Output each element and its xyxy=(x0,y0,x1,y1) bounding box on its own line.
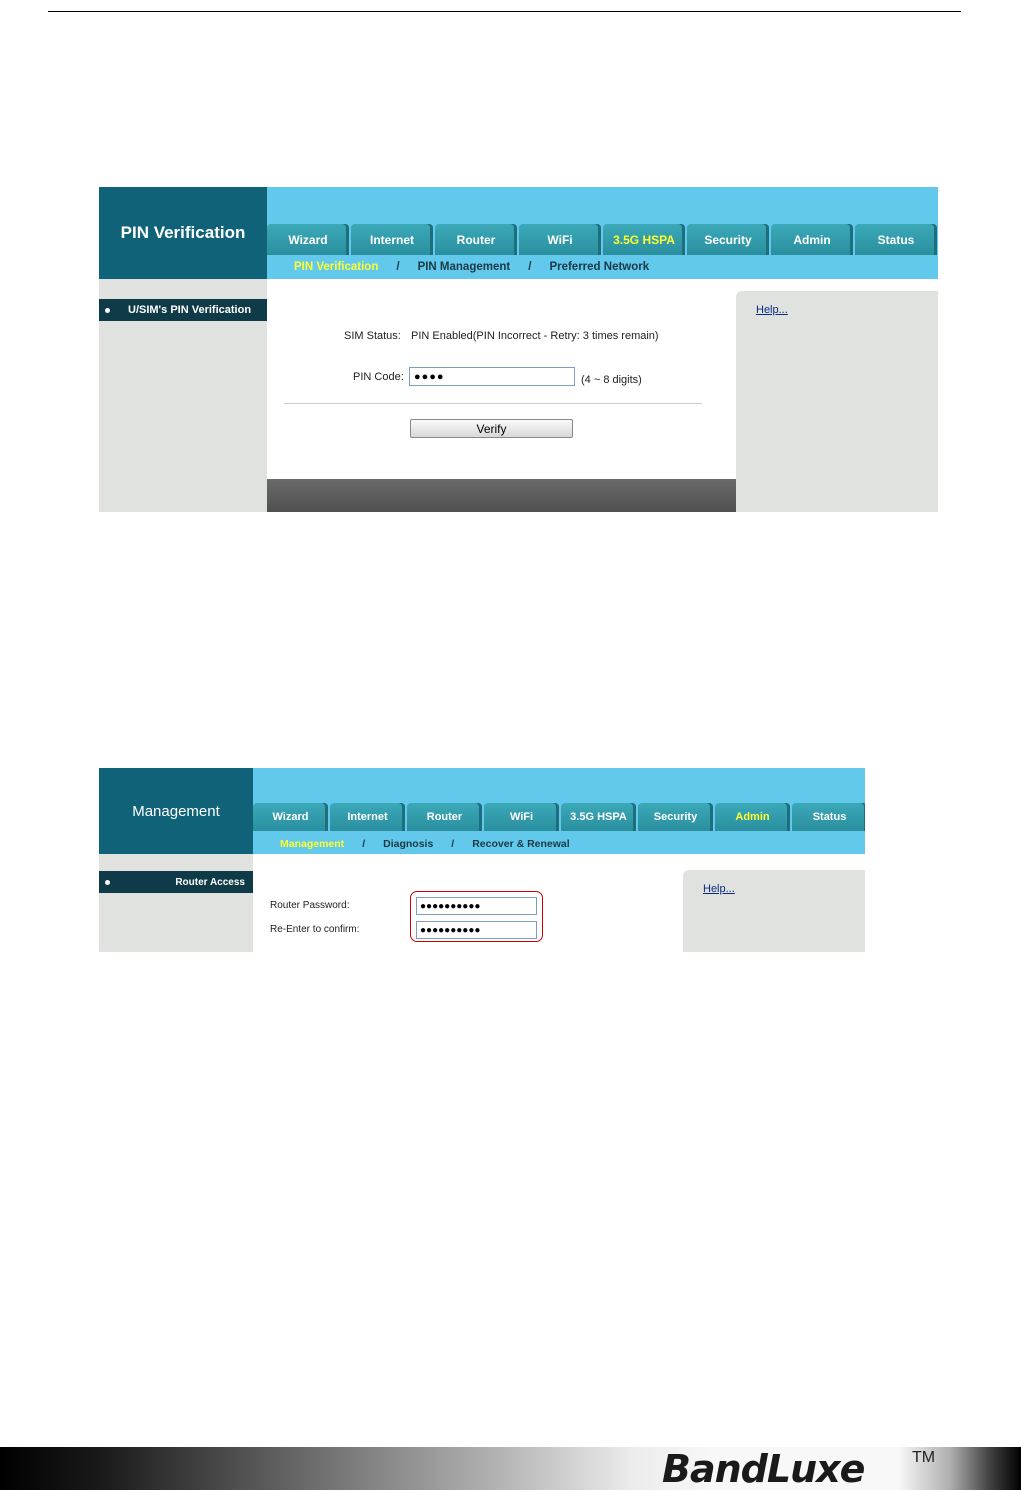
pin-hint: (4 ~ 8 digits) xyxy=(581,374,642,386)
management-screenshot xyxy=(99,768,865,952)
sub-navigation xyxy=(253,834,865,854)
sidebar xyxy=(99,854,253,952)
highlight-outline xyxy=(410,891,543,942)
pin-code-input[interactable]: ●●●● xyxy=(409,367,575,386)
tab-router[interactable]: Router xyxy=(407,803,482,831)
help-link[interactable]: Help... xyxy=(703,883,735,895)
subnav-separator: / xyxy=(528,261,532,273)
tab-status[interactable]: Status xyxy=(855,224,937,255)
tab-security[interactable]: Security xyxy=(687,224,769,255)
subnav-pin-management[interactable]: PIN Management xyxy=(417,261,511,273)
sim-status-value: PIN Enabled(PIN Incorrect - Retry: 3 times remain) xyxy=(411,330,659,342)
router-password-label: Router Password: xyxy=(270,900,350,911)
subnav-management[interactable]: Management xyxy=(280,838,345,850)
sidebar-item-label: U/SIM's PIN Verification xyxy=(128,304,252,316)
tab-internet[interactable]: Internet xyxy=(330,803,405,831)
tab-wifi[interactable]: WiFi xyxy=(519,224,601,255)
subnav-diagnosis[interactable]: Diagnosis xyxy=(383,838,434,850)
sidebar-item-pin-verification[interactable] xyxy=(99,299,267,321)
bullet-icon xyxy=(105,880,110,885)
brand-logo: BandLuxe xyxy=(662,1446,865,1491)
subnav-separator: / xyxy=(362,838,366,850)
subnav-recover-renewal[interactable]: Recover & Renewal xyxy=(472,838,570,850)
subnav-separator: / xyxy=(451,838,455,850)
sim-status-label: SIM Status: xyxy=(344,330,401,342)
tab-wifi[interactable]: WiFi xyxy=(484,803,559,831)
page-title: Management xyxy=(99,768,253,854)
subnav-pin-verification[interactable]: PIN Verification xyxy=(294,261,379,273)
tab-admin[interactable]: Admin xyxy=(771,224,853,255)
tab-wizard[interactable]: Wizard xyxy=(267,224,349,255)
sidebar-item-router-access[interactable] xyxy=(99,871,253,893)
sidebar-item-label: Router Access xyxy=(175,876,245,888)
help-panel xyxy=(736,291,938,512)
subnav-preferred-network[interactable]: Preferred Network xyxy=(549,261,650,273)
footer-bar xyxy=(0,1447,1021,1490)
tab-3-5g-hspa[interactable]: 3.5G HSPA xyxy=(603,224,685,255)
main-tabs xyxy=(253,803,865,831)
page-title: PIN Verification xyxy=(99,187,267,279)
help-panel xyxy=(683,870,865,952)
divider xyxy=(284,403,702,404)
tab-3-5g-hspa[interactable]: 3.5G HSPA xyxy=(561,803,636,831)
tab-router[interactable]: Router xyxy=(435,224,517,255)
reenter-password-input[interactable]: ●●●●●●●●●● xyxy=(416,921,537,939)
main-tabs xyxy=(267,224,938,255)
tab-internet[interactable]: Internet xyxy=(351,224,433,255)
trademark-mark: TM xyxy=(912,1449,936,1466)
help-link[interactable]: Help... xyxy=(756,304,788,316)
verify-button[interactable]: Verify xyxy=(410,419,573,438)
bullet-icon xyxy=(105,308,110,313)
tab-admin[interactable]: Admin xyxy=(715,803,790,831)
sub-navigation xyxy=(267,255,938,279)
tab-wizard[interactable]: Wizard xyxy=(253,803,328,831)
tab-security[interactable]: Security xyxy=(638,803,713,831)
pin-verification-screenshot xyxy=(99,187,938,512)
pin-code-label: PIN Code: xyxy=(353,371,404,383)
tab-status[interactable]: Status xyxy=(792,803,865,831)
router-password-input[interactable]: ●●●●●●●●●● xyxy=(416,897,537,915)
subnav-separator: / xyxy=(396,261,400,273)
bottom-bar xyxy=(267,479,736,512)
page-top-rule xyxy=(48,11,961,12)
reenter-password-label: Re-Enter to confirm: xyxy=(270,924,360,935)
